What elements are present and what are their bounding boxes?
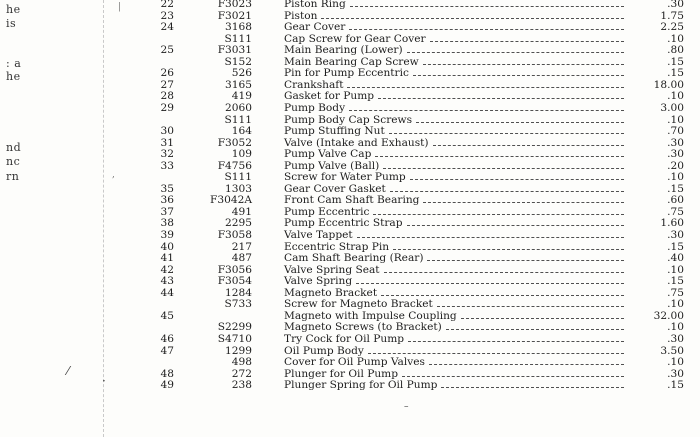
price: .30: [667, 0, 684, 10]
part-description: Main Bearing (Lower): [284, 44, 403, 57]
part-description: Plunger Spring for Oil Pump: [284, 379, 438, 392]
figure-number: 29: [160, 101, 174, 114]
price: .15: [667, 275, 684, 288]
part-number: 1303: [225, 182, 252, 195]
dotted-leader: [407, 225, 624, 226]
part-number: F3031: [217, 44, 252, 57]
figure-number: 49: [160, 379, 174, 392]
figure-number: 30: [160, 125, 174, 138]
part-number: S152: [224, 55, 252, 68]
price: .75: [667, 286, 684, 299]
price: .30: [667, 229, 684, 241]
price: .10: [667, 113, 684, 126]
figure-number: 47: [160, 344, 174, 357]
price: .10: [667, 171, 684, 184]
price: .10: [667, 263, 684, 276]
part-description: Screw for Water Pump: [284, 171, 406, 184]
part-description: Magneto Screws (to Bracket): [284, 321, 442, 334]
part-description: Gasket for Pump: [284, 90, 375, 103]
figure-number: 28: [160, 90, 174, 103]
part-number: F3052: [217, 136, 252, 149]
dotted-leader: [410, 179, 624, 180]
price: 1.75: [660, 9, 684, 22]
price: 32.00: [653, 309, 684, 322]
part-number: S111: [224, 113, 252, 126]
dotted-leader: [437, 306, 624, 307]
part-number: F3021: [217, 9, 252, 22]
part-number: 3168: [225, 21, 252, 34]
figure-number: 45: [160, 309, 174, 322]
parts-row: [0, 126, 700, 138]
figure-number: 31: [160, 136, 174, 149]
parts-row: [0, 68, 700, 80]
price: .10: [667, 356, 684, 369]
figure-number: 36: [160, 194, 174, 207]
price: .30: [667, 148, 684, 161]
part-description: Valve Spring Seat: [284, 263, 380, 276]
part-number: 487: [231, 252, 252, 265]
margin-fragment: he: [6, 70, 21, 83]
price: .20: [667, 159, 684, 172]
dotted-leader: [413, 75, 624, 76]
price: .60: [667, 194, 684, 207]
part-description: Eccentric Strap Pin: [284, 240, 390, 253]
dotted-leader: [441, 387, 624, 388]
part-description: Valve Tappet: [284, 229, 353, 241]
figure-number: 40: [160, 240, 174, 253]
part-description: Gear Cover: [284, 21, 346, 34]
price: .70: [667, 125, 684, 138]
part-number: 526: [231, 67, 252, 80]
part-number: 1299: [225, 344, 252, 357]
scan-tick: |: [118, 2, 122, 12]
dotted-leader: [461, 318, 624, 319]
parts-row: [0, 230, 700, 242]
part-description: Piston Ring: [284, 0, 346, 10]
part-number: 2060: [225, 101, 252, 114]
figure-number: 42: [160, 263, 174, 276]
price: .15: [667, 67, 684, 80]
dotted-leader: [408, 341, 624, 342]
part-number: 1284: [225, 286, 252, 299]
dotted-leader: [375, 156, 624, 157]
part-number: 217: [231, 240, 252, 253]
part-number: F3042A: [210, 194, 252, 207]
part-number: S2299: [217, 321, 252, 334]
scan-mark: ·: [102, 374, 106, 388]
scan-tick: ,: [112, 170, 115, 180]
dotted-leader: [390, 191, 624, 192]
dotted-leader: [373, 214, 624, 215]
figure-number: 39: [160, 229, 174, 241]
dotted-leader: [356, 283, 624, 284]
part-description: Cap Screw for Gear Cover: [284, 32, 426, 45]
margin-fragment: rn: [6, 170, 20, 183]
margin-fragment: is: [6, 17, 17, 30]
part-description: Screw for Magneto Bracket: [284, 298, 433, 311]
margin-fragment: nc: [6, 155, 21, 168]
part-description: Main Bearing Cap Screw: [284, 55, 419, 68]
dotted-leader: [407, 52, 624, 53]
part-description: Valve Spring: [284, 275, 353, 288]
dotted-leader: [427, 260, 624, 261]
part-number: S4710: [217, 332, 252, 345]
figure-number: 23: [160, 9, 174, 22]
price: 2.25: [660, 21, 684, 34]
figure-number: 22: [160, 0, 174, 10]
dotted-leader: [393, 249, 624, 250]
part-number: 238: [231, 379, 252, 392]
figure-number: 38: [160, 217, 174, 230]
parts-row: [0, 45, 700, 57]
dotted-leader: [430, 41, 624, 42]
part-description: Pump Body Cap Screws: [284, 113, 413, 126]
price: .30: [667, 367, 684, 380]
part-number: 272: [231, 367, 252, 380]
dotted-leader: [446, 329, 624, 330]
part-description: Pump Eccentric Strap: [284, 217, 403, 230]
figure-number: 24: [160, 21, 174, 34]
part-description: Cam Shaft Bearing (Rear): [284, 252, 424, 265]
figure-number: 26: [160, 67, 174, 80]
figure-number: 41: [160, 252, 174, 265]
parts-row: [0, 22, 700, 34]
dotted-leader: [423, 202, 624, 203]
parts-row: [0, 334, 700, 346]
part-description: Magneto Bracket: [284, 286, 378, 299]
figure-number: 44: [160, 286, 174, 299]
dotted-leader: [321, 18, 624, 19]
part-description: Pin for Pump Eccentric: [284, 67, 409, 80]
part-number: S111: [224, 171, 252, 184]
part-number: F3023: [217, 0, 252, 10]
part-number: S733: [224, 298, 252, 311]
dotted-leader: [383, 168, 624, 169]
part-description: Front Cam Shaft Bearing: [284, 194, 420, 207]
part-description: Crankshaft: [284, 78, 344, 91]
margin-fragment: he: [6, 3, 21, 16]
dotted-leader: [423, 64, 624, 65]
parts-row: [0, 357, 700, 369]
part-number: S111: [224, 32, 252, 45]
dotted-leader: [381, 295, 624, 296]
figure-number: 27: [160, 78, 174, 91]
dotted-leader: [349, 110, 624, 111]
part-description: Cover for Oil Pump Valves: [284, 356, 425, 369]
part-number: 491: [231, 205, 252, 218]
dotted-leader: [402, 376, 624, 377]
price: .15: [667, 182, 684, 195]
price: .10: [667, 321, 684, 334]
price: .75: [667, 205, 684, 218]
part-description: Pump Stuffing Nut: [284, 125, 385, 138]
part-description: Magneto with Impulse Coupling: [284, 309, 457, 322]
parts-row: [0, 149, 700, 161]
parts-row: [0, 103, 700, 115]
part-description: Pump Eccentric: [284, 205, 370, 218]
price: .10: [667, 32, 684, 45]
scan-mark: ⁄: [67, 364, 70, 378]
price: .10: [667, 298, 684, 311]
part-number: 498: [231, 356, 252, 369]
parts-row: [0, 91, 700, 103]
margin-fragment: nd: [6, 141, 22, 154]
price: .15: [667, 240, 684, 253]
price: .15: [667, 379, 684, 392]
part-number: F3056: [217, 263, 252, 276]
price: .30: [667, 332, 684, 345]
part-number: 3165: [225, 78, 252, 91]
part-number: 109: [231, 148, 252, 161]
dotted-leader: [416, 122, 624, 123]
price: .30: [667, 136, 684, 149]
margin-fragment: : a: [6, 57, 22, 70]
dotted-leader: [384, 272, 624, 273]
figure-number: 32: [160, 148, 174, 161]
part-number: F4756: [217, 159, 252, 172]
price: .40: [667, 252, 684, 265]
parts-row: [0, 0, 700, 11]
part-description: Try Cock for Oil Pump: [284, 332, 405, 345]
figure-number: 43: [160, 275, 174, 288]
dotted-leader: [433, 145, 624, 146]
figure-number: 46: [160, 332, 174, 345]
figure-number: 48: [160, 367, 174, 380]
scan-mark: –: [404, 402, 409, 412]
dotted-leader: [368, 353, 624, 354]
price: 3.00: [660, 101, 684, 114]
dotted-leader: [350, 6, 624, 7]
price: 1.60: [660, 217, 684, 230]
price: .80: [667, 44, 684, 57]
figure-number: 37: [160, 205, 174, 218]
part-description: Piston: [284, 9, 318, 22]
dotted-leader: [389, 133, 624, 134]
dotted-leader: [357, 237, 624, 238]
dotted-leader: [349, 29, 624, 30]
figure-number: 25: [160, 44, 174, 57]
part-description: Plunger for Oil Pump: [284, 367, 398, 380]
part-description: Valve (Intake and Exhaust): [284, 136, 429, 149]
parts-row: [0, 380, 700, 392]
part-number: 419: [231, 90, 252, 103]
part-number: 2295: [225, 217, 252, 230]
part-description: Pump Body: [284, 101, 346, 114]
part-description: Gear Cover Gasket: [284, 182, 386, 195]
dotted-leader: [378, 98, 624, 99]
part-description: Oil Pump Body: [284, 344, 364, 357]
part-number: 164: [231, 125, 252, 138]
dotted-leader: [429, 364, 624, 365]
part-description: Pump Valve (Ball): [284, 159, 380, 172]
price: .15: [667, 55, 684, 68]
figure-number: 33: [160, 159, 174, 172]
parts-row: [0, 253, 700, 265]
price: 18.00: [653, 78, 684, 91]
price: .10: [667, 90, 684, 103]
part-number: F3058: [217, 229, 252, 241]
part-description: Pump Valve Cap: [284, 148, 372, 161]
dotted-leader: [347, 87, 624, 88]
part-number: F3054: [217, 275, 252, 288]
price: 3.50: [660, 344, 684, 357]
figure-number: 35: [160, 182, 174, 195]
parts-row: [0, 276, 700, 288]
parts-row: [0, 11, 700, 23]
